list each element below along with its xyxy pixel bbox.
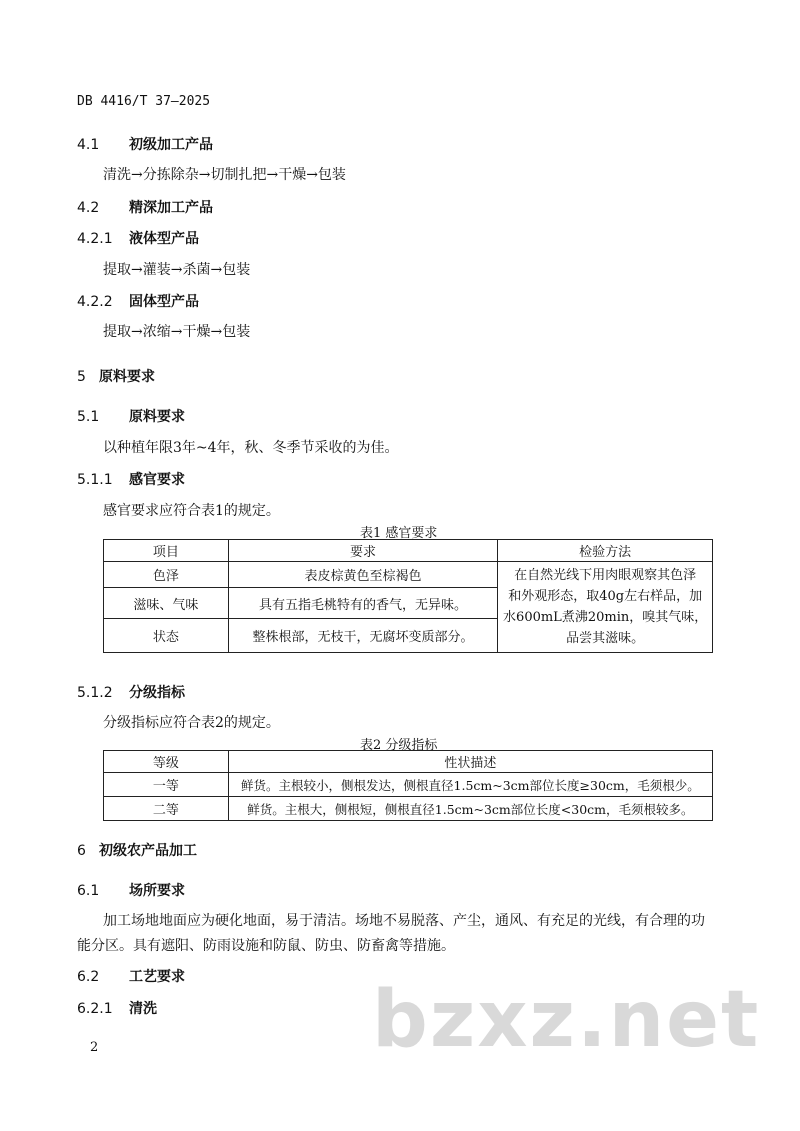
table-cell: 一等: [104, 773, 229, 797]
heading-number: 4.2: [77, 200, 100, 216]
inspection-method-cell: [498, 562, 713, 653]
paragraph-line: 能分区。具有遮阳、防雨设施和防鼠、防虫、防畜禽等措施。: [77, 938, 455, 954]
paragraph: 感官要求应符合表1的规定。: [103, 503, 280, 519]
sensory-table: [103, 539, 713, 653]
table-cell: 滋味、气味: [104, 588, 229, 619]
table-caption: 表1 感官要求: [360, 526, 438, 541]
paragraph: 分级指标应符合表2的规定。: [103, 715, 280, 731]
process-flow: 提取→浓缩→干燥→包装: [103, 324, 251, 340]
paragraph-line: 加工场地地面应为硬化地面，易于清洁。场地不易脱落、产尘，通风、有充足的光线，有合理的功: [103, 913, 705, 929]
heading-title: 液体型产品: [129, 231, 199, 247]
heading-4-2-2: [77, 291, 199, 311]
method-line: 和外观形态，取40g左右样品，加: [508, 589, 703, 604]
column-header: 检验方法: [498, 540, 713, 562]
heading-title: 初级农产品加工: [99, 843, 197, 859]
column-header: 性状描述: [228, 751, 712, 773]
heading-title: 工艺要求: [129, 969, 185, 985]
heading-5-1-2: [77, 682, 185, 702]
heading-4-2-1: [77, 228, 199, 248]
table-caption: 表2 分级指标: [360, 738, 438, 753]
heading-number: 6.2.1: [77, 1001, 113, 1017]
column-header: 项目: [104, 540, 229, 562]
heading-number: 5.1: [77, 409, 100, 425]
grading-table: [103, 750, 713, 821]
heading-6-1: [77, 880, 185, 900]
heading-number: 4.2.2: [77, 294, 113, 310]
method-line: 品尝其滋味。: [566, 631, 645, 646]
process-flow: 清洗→分拣除杂→切制扎把→干燥→包装: [103, 167, 346, 183]
table-cell: 二等: [104, 797, 229, 821]
heading-number: 4.1: [77, 137, 100, 153]
table-header-row: [104, 540, 713, 562]
heading-number: 4.2.1: [77, 231, 113, 247]
column-header: 要求: [228, 540, 498, 562]
heading-5: [77, 366, 155, 386]
table-cell: 状态: [104, 619, 229, 653]
heading-title: 场所要求: [129, 883, 185, 899]
heading-number: 5.1.2: [77, 685, 113, 701]
heading-number: 5: [77, 369, 86, 385]
table-cell: 整株根部，无枝干，无腐坏变质部分。: [228, 619, 498, 653]
heading-6-2-1: [77, 998, 157, 1018]
heading-title: 分级指标: [129, 685, 185, 701]
method-line: 在自然光线下用肉眼观察其色泽: [514, 568, 697, 583]
table-header-row: [104, 751, 713, 773]
heading-6-2: [77, 966, 185, 986]
table-cell: 具有五指毛桃特有的香气，无异味。: [228, 588, 498, 619]
table-cell: 鲜货。主根较小，侧根发达，侧根直径1.5cm~3cm部位长度≥30cm，毛须根少。: [228, 773, 712, 797]
table-cell: 色泽: [104, 562, 229, 588]
table-cell: 鲜货。主根大，侧根短，侧根直径1.5cm~3cm部位长度<30cm，毛须根较多。: [228, 797, 712, 821]
heading-6: [77, 840, 197, 860]
heading-4-1: [77, 134, 213, 154]
heading-5-1: [77, 406, 185, 426]
column-header: 等级: [104, 751, 229, 773]
heading-title: 精深加工产品: [129, 200, 213, 216]
page-number: 2: [90, 1040, 99, 1055]
process-flow: 提取→灌装→杀菌→包装: [103, 262, 251, 278]
heading-title: 固体型产品: [129, 294, 199, 310]
method-line: 水600mL煮沸20min，嗅其气味，: [503, 610, 708, 625]
heading-title: 感官要求: [129, 472, 185, 488]
table-row: [104, 797, 713, 821]
heading-number: 6.2: [77, 969, 100, 985]
heading-title: 原料要求: [129, 409, 185, 425]
heading-5-1-1: [77, 469, 185, 489]
paragraph: 以种植年限3年~4年，秋、冬季节采收的为佳。: [103, 440, 399, 456]
heading-title: 清洗: [129, 1001, 157, 1017]
heading-title: 初级加工产品: [129, 137, 213, 153]
watermark: bzxz.net: [372, 975, 761, 1065]
table-row: [104, 773, 713, 797]
standard-code: DB 4416/T 37—2025: [77, 94, 211, 109]
heading-4-2: [77, 197, 213, 217]
table-cell: 表皮棕黄色至棕褐色: [228, 562, 498, 588]
heading-title: 原料要求: [99, 369, 155, 385]
heading-number: 6.1: [77, 883, 100, 899]
heading-number: 5.1.1: [77, 472, 113, 488]
heading-number: 6: [77, 843, 86, 859]
table-row: [104, 562, 713, 588]
